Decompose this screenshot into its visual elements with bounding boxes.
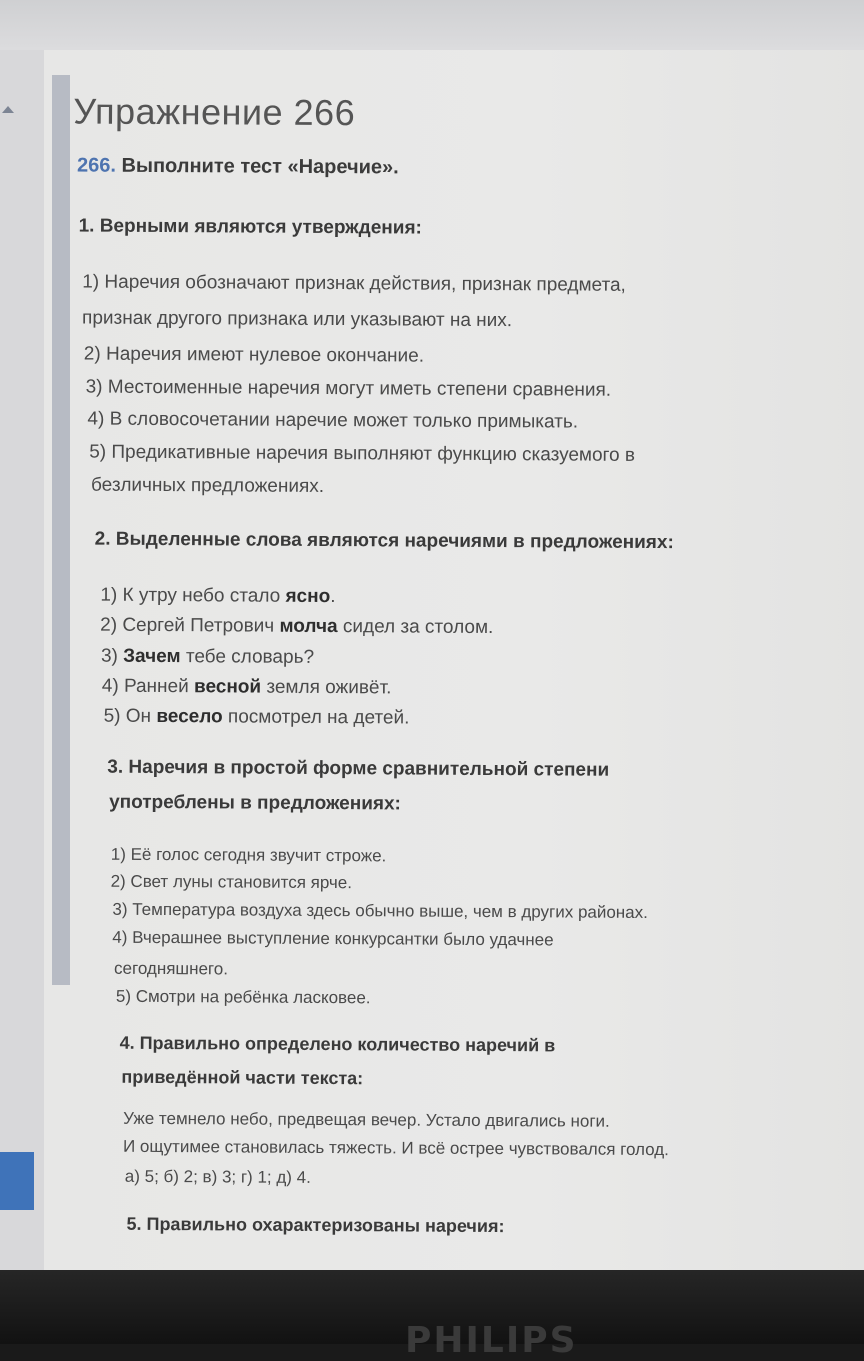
highlighted-word: весело [156, 705, 223, 728]
task-text: Выполните тест «Наречие». [121, 154, 399, 179]
q3-item-3: 3) Температура воздуха здесь обычно выше, чем в других районах. [112, 899, 648, 922]
q2-item-4: 4) Ранней весной земля оживёт. [101, 675, 392, 699]
question-3-title-line2: употреблены в предложениях: [109, 791, 401, 815]
q2-item-5: 5) Он весело посмотрел на детей. [103, 705, 410, 729]
highlighted-word: весной [193, 676, 262, 698]
q4-passage-line2: И ощутимее становилась тяжесть. И всё острее чувствовался голод. [122, 1136, 669, 1160]
highlighted-word: молча [279, 615, 338, 638]
q3-item-4-line2: сегодняшнего. [114, 958, 229, 979]
q3-item-1: 1) Её голос сегодня звучит строже. [110, 844, 387, 866]
brand-logo: PHILIPS [405, 1320, 578, 1361]
q1-item-4: 4) В словосочетании наречие может только примыкать. [87, 408, 579, 433]
question-3-title-line1: 3. Наречия в простой форме сравнительной степени [107, 756, 610, 781]
q4-passage-line1: Уже темнело небо, предвещая вечер. Устало двигались ноги. [123, 1108, 610, 1131]
page-title: Упражнение 266 [73, 90, 356, 134]
q1-item-3: 3) Местоименные наречия могут иметь степени сравнения. [85, 376, 612, 401]
q1-item-1-line1 [82, 272, 796, 298]
question-4-title-line2: приведённой части текста: [121, 1066, 364, 1089]
q3-item-2: 2) Свет луны становится ярче. [110, 871, 353, 893]
q2-item-1: 1) К утру небо стало ясно. [100, 584, 336, 608]
question-1-title: 1. Верными являются утверждения: [78, 215, 422, 239]
question-2-title: 2. Выделенные слова являются наречиями в предложениях: [94, 528, 674, 554]
q1-item-5-line2: безличных предложениях. [90, 474, 325, 497]
q3-item-4-line1: 4) Вчерашнее выступление конкурсантки было удачнее [112, 927, 554, 950]
monitor-bezel [0, 1270, 864, 1361]
highlighted-word: Зачем [123, 645, 181, 668]
q1-item-5-line1: 5) Предикативные наречия выполняют функцию сказуемого в [89, 441, 636, 466]
q2-item-2: 2) Сергей Петрович молча сидел за столом. [100, 614, 494, 639]
q1-item-1-line2: признак другого признака или указывают на них. [81, 307, 513, 332]
highlighted-word: ясно [285, 585, 331, 608]
q2-item-3: 3) Зачем тебе словарь? [100, 645, 315, 668]
q1-item-1-text: 1) Наречия обозначают признак действия, признак предмета, [82, 271, 626, 296]
q3-item-5: 5) Смотри на ребёнка ласковее. [115, 986, 371, 1008]
task-title [77, 154, 399, 179]
q4-answers: а) 5; б) 2; в) 3; г) 1; д) 4. [124, 1166, 311, 1187]
task-number: 266. [76, 154, 116, 177]
q1-item-2: 2) Наречия имеют нулевое окончание. [83, 343, 425, 367]
question-4-title-line1: 4. Правильно определено количество наречий в [119, 1032, 556, 1056]
question-5-title: 5. Правильно охарактеризованы наречия: [126, 1213, 505, 1237]
